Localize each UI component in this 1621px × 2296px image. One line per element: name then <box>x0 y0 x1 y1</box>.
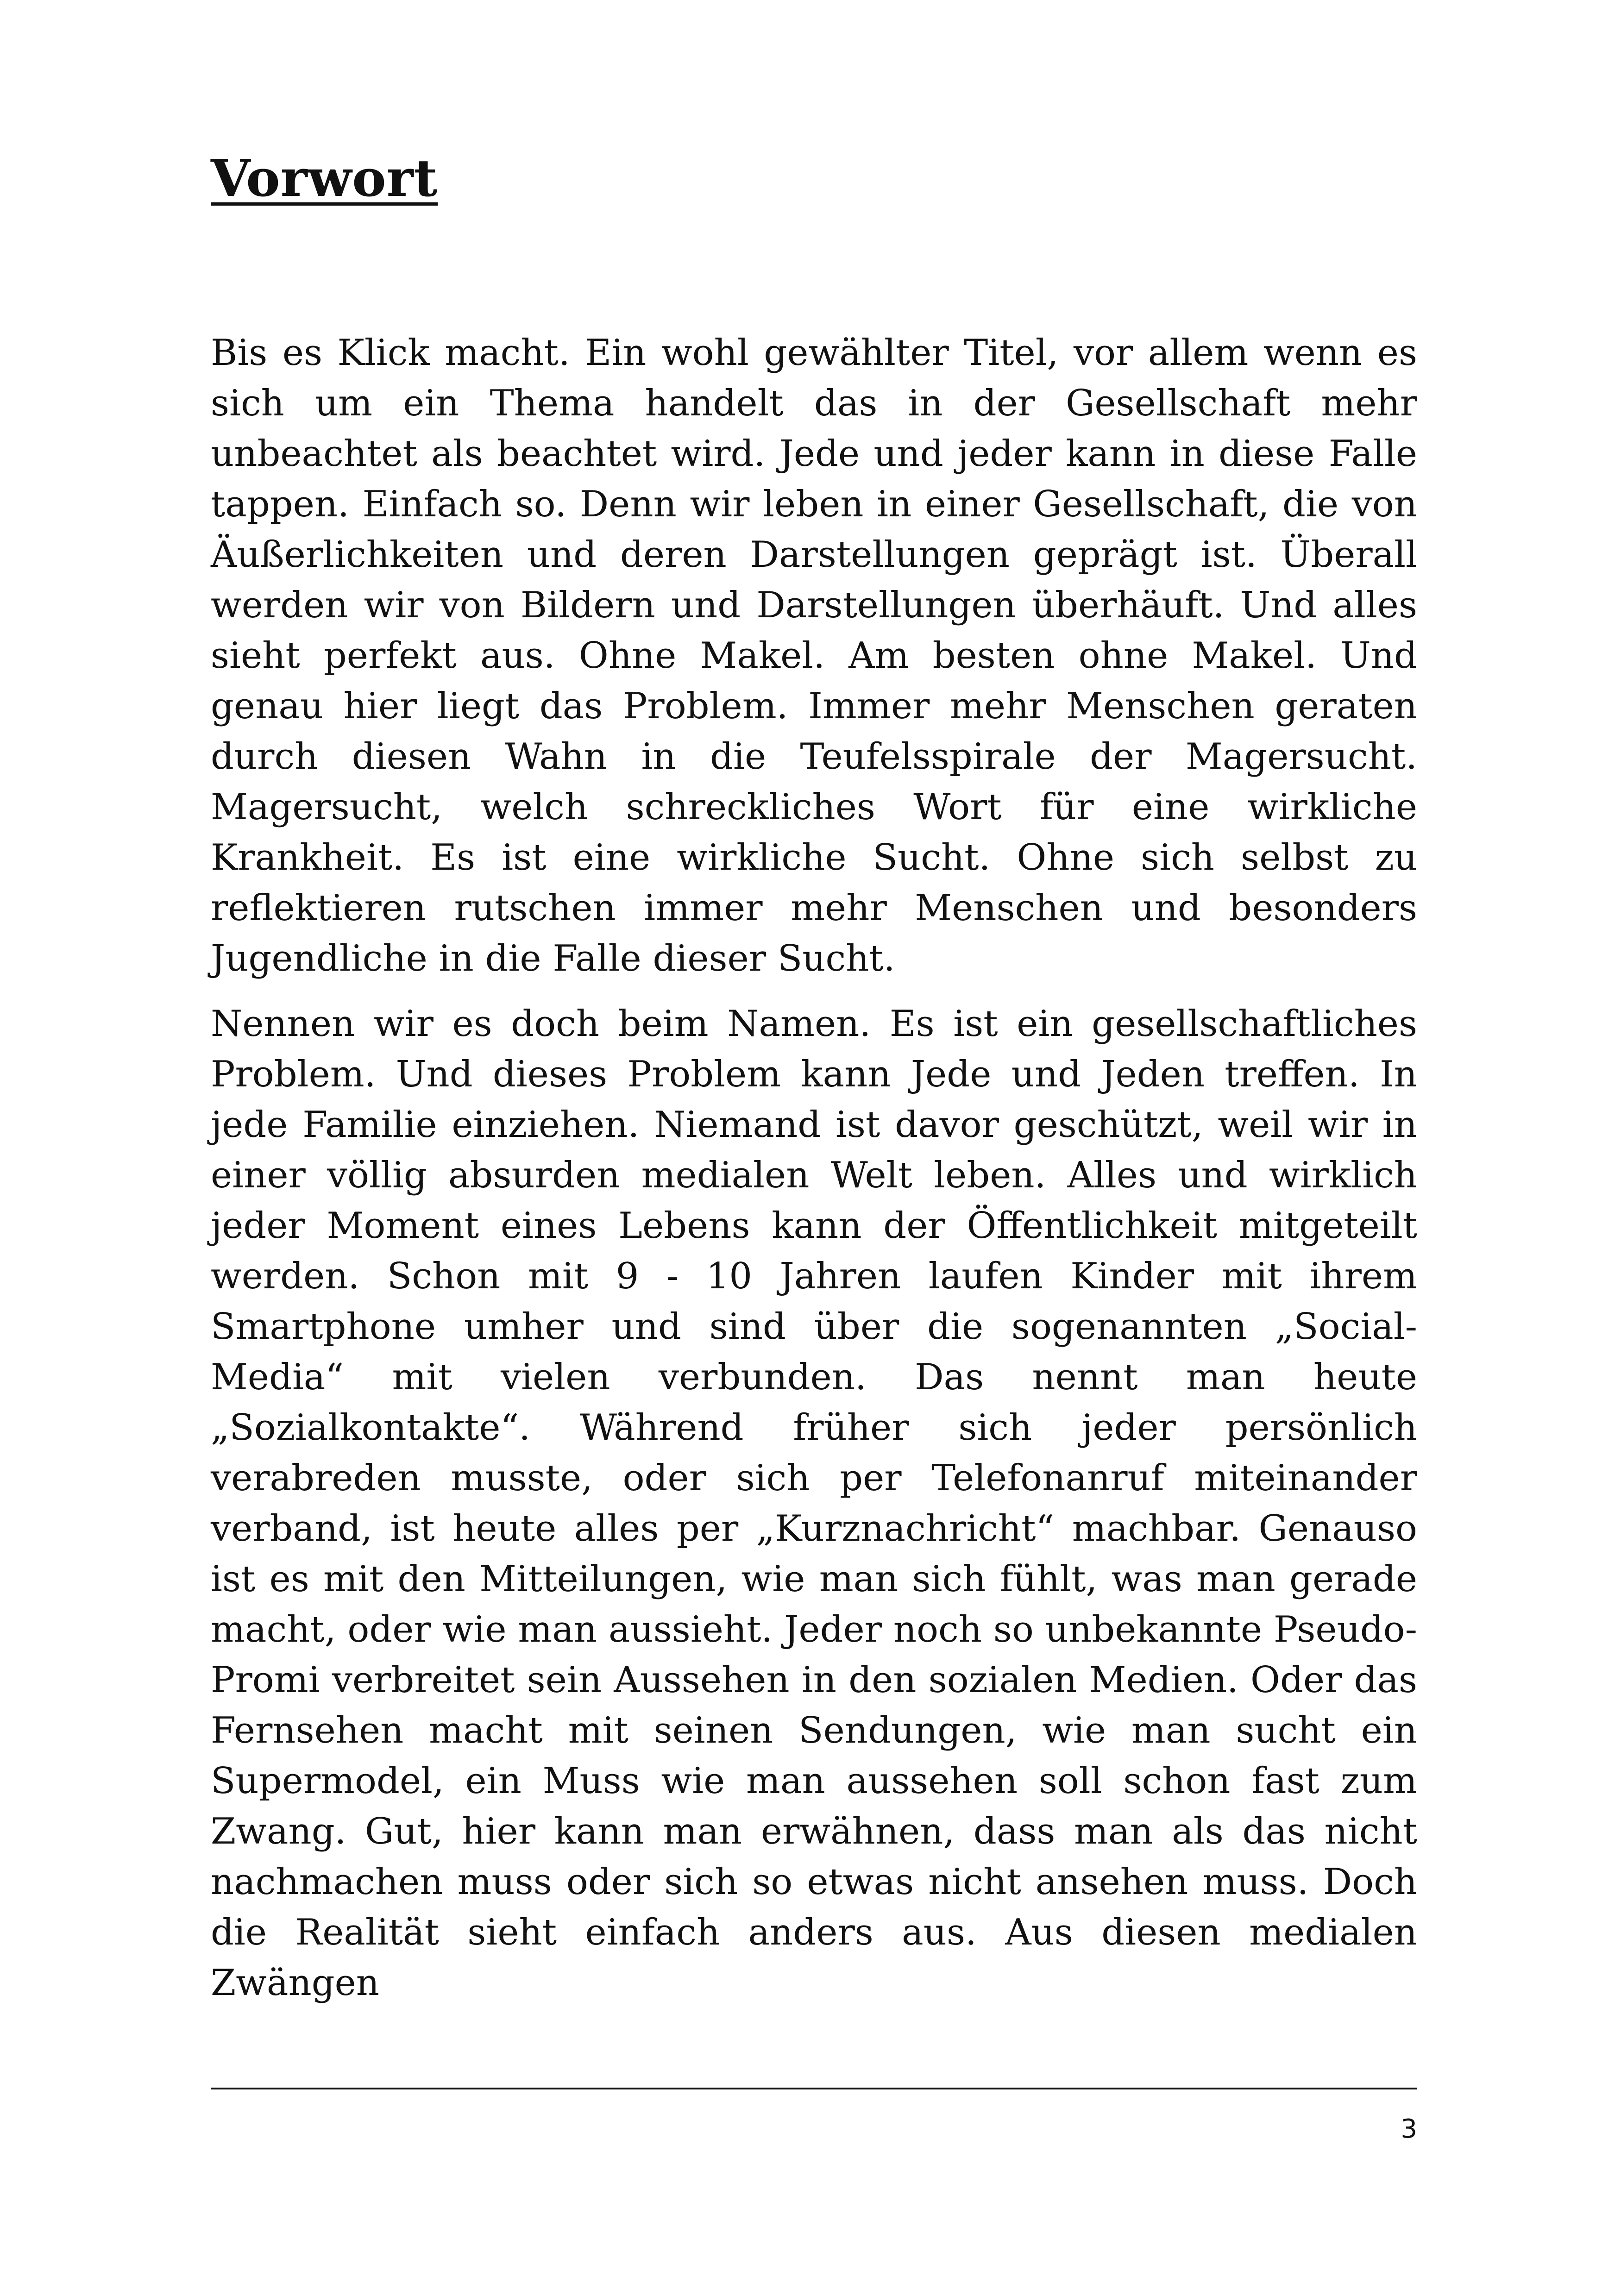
chapter-heading: Vorwort <box>211 148 438 208</box>
paragraph: Nennen wir es doch beim Namen. Es ist ein gesellschaftliches Problem. Und dieses Problem kann Jede und Jeden treffen. In jede Familie einziehen. Niemand ist davor geschützt, weil wir in einer völlig absurden medialen Welt leben. Alles und wirklich jeder Moment eines Lebens kann der Öffentlichkeit mitgeteilt werden. Schon mit 9 - 10 Jahren laufen Kinder mit ihrem Smartphone umher und sind über die sogenannten „Social-Media“ mit vielen verbunden. Das nennt man heute „Sozialkontakte“. Während früher sich jeder persönlich verabreden musste, oder sich per Telefonanruf miteinander verband, ist heute alles per „Kurznachricht“ machbar. Genauso ist es mit den Mitteilungen, wie man sich fühlt, was man gerade macht, oder wie man aussieht. Jeder noch so unbekannte Pseudo- Promi verbreitet sein Aussehen in den sozialen Medien. Oder das Fernsehen macht mit seinen Sendungen, wie man sucht ein Supermodel, ein Muss wie man aussehen soll schon fast zum Zwang. Gut, hier kann man erwähnen, dass man als das nicht nachmachen muss oder sich so etwas nicht ansehen muss. Doch die Realität sieht einfach anders aus. Aus diesen medialen Zwängen <box>211 1003 1417 2004</box>
body-text <box>211 328 1417 2023</box>
page-number: 3 <box>1401 2114 1417 2144</box>
footer-divider <box>211 2088 1417 2089</box>
paragraph: Bis es Klick macht. Ein wohl gewählter Titel, vor allem wenn es sich um ein Thema handelt das in der Gesellschaft mehr unbeachtet als beachtet wird. Jede und jeder kann in diese Falle tappen. Einfach so. Denn wir leben in einer Gesellschaft, die von Äußerlichkeiten und deren Darstellungen geprägt ist. Überall werden wir von Bildern und Darstellungen überhäuft. Und alles sieht perfekt aus. Ohne Makel. Am besten ohne Makel. Und genau hier liegt das Problem. Immer mehr Menschen geraten durch diesen Wahn in die Teufelsspirale der Magersucht. Magersucht, welch schreckliches Wort für eine wirkliche Krankheit. Es ist eine wirkliche Sucht. Ohne sich selbst zu reflektieren rutschen immer mehr Menschen und besonders Jugendliche in die Falle dieser Sucht. <box>211 332 1417 979</box>
